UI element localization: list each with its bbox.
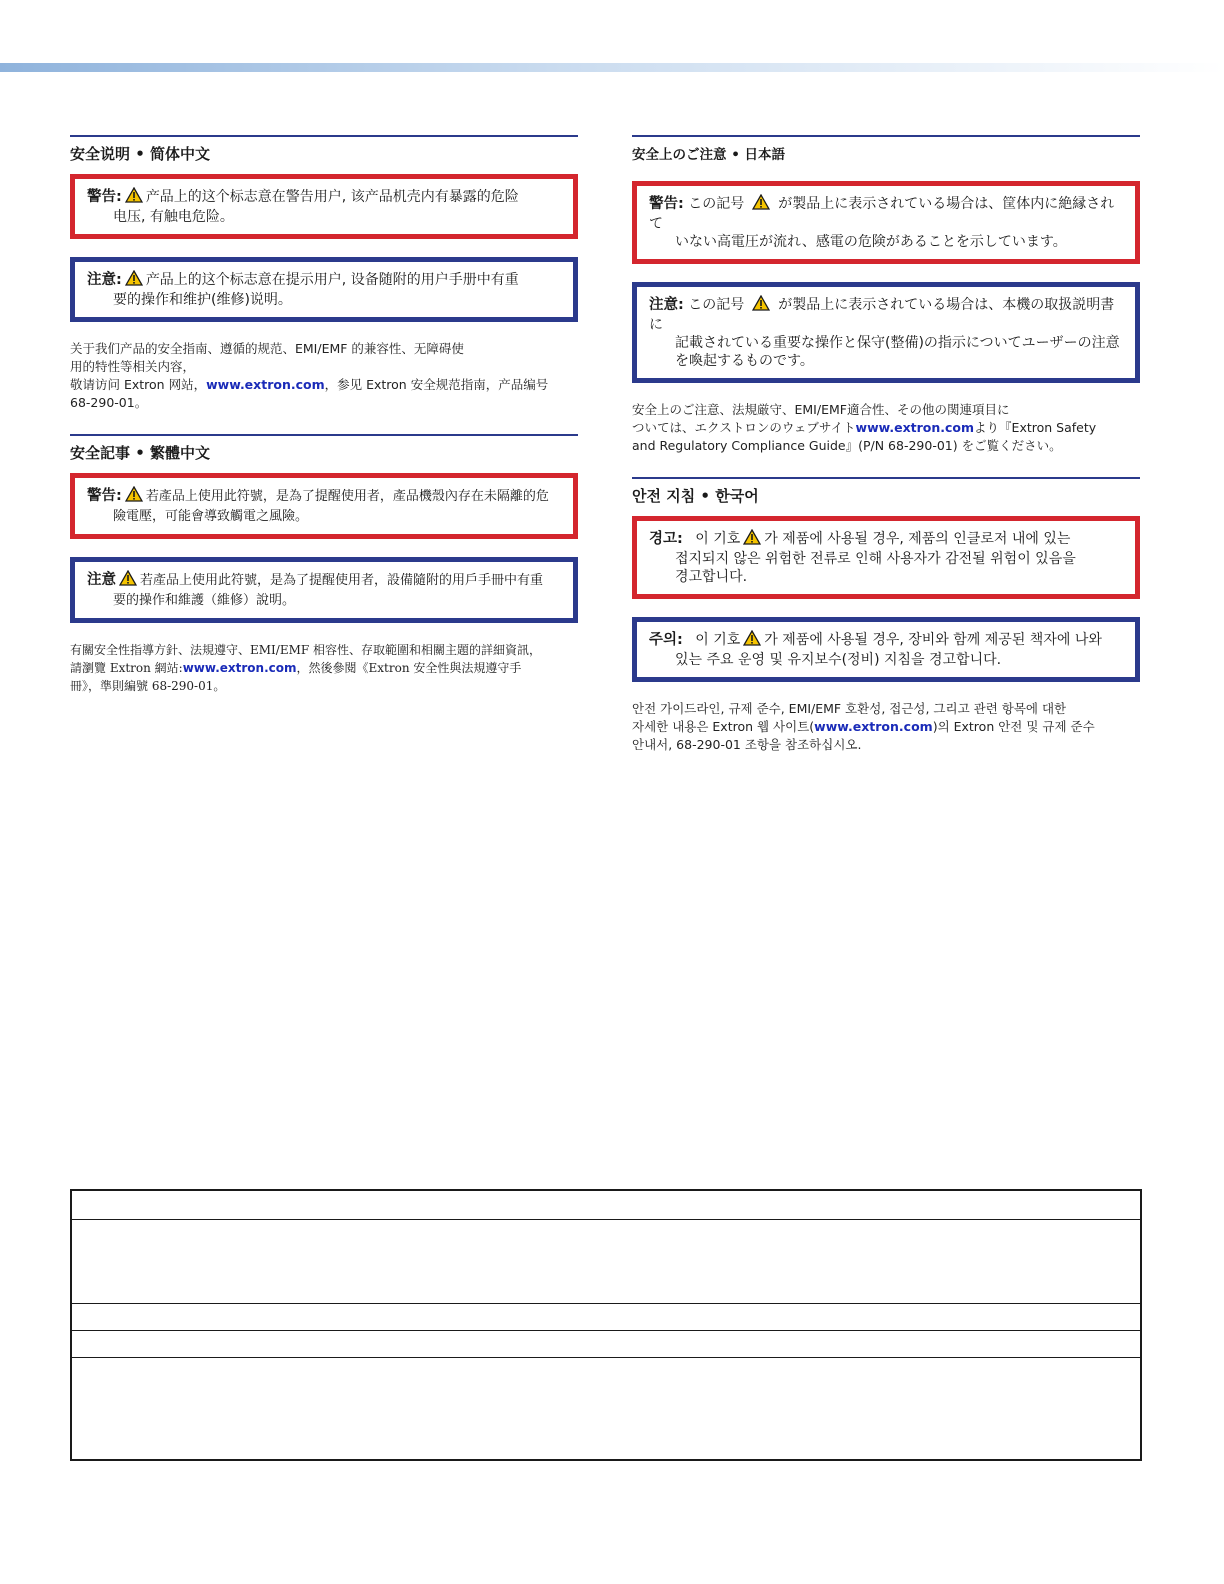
caution-text-line2: 記載されている重要な操作と保守(整備)の指示についてユーザーの注意 xyxy=(675,335,1120,351)
para-line: 安全上のご注意、法規厳守、EMI/EMF適合性、その他の関連項目に xyxy=(632,402,1010,417)
warning-text-line2: 險電壓，可能會導致觸電之風險。 xyxy=(113,509,309,524)
para-line: 안전 가이드라인, 규제 준수, EMI/EMF 호환성, 접근성, 그리고 관련 항목에 대한 xyxy=(632,701,1067,716)
para-line: 关于我们产品的安全指南、遵循的规范、EMI/EMF 的兼容性、无障碍使 xyxy=(70,341,464,356)
extron-website-link[interactable]: www.extron.com xyxy=(814,719,933,734)
warning-prefix: 이 기호 xyxy=(695,531,741,547)
warning-triangle-icon xyxy=(743,630,761,651)
caution-text-line1: 가 제품에 사용될 경우, 장비와 함께 제공된 책자에 나와 xyxy=(764,632,1102,648)
caution-text-line2: 要的操作和維護（維修）說明。 xyxy=(113,593,296,608)
para-text: より『Extron Safety xyxy=(974,420,1097,435)
warning-text-line1: 产品上的这个标志意在警告用户, 该产品机壳内有暴露的危险 xyxy=(145,189,519,205)
caution-label: 注意 xyxy=(87,572,116,588)
para-text: ，参见 Extron 安全规范指南，产品编号 xyxy=(324,377,549,392)
info-paragraph-korean xyxy=(632,700,1140,754)
warning-box-japanese xyxy=(632,181,1140,264)
warning-triangle-icon xyxy=(752,194,770,215)
warning-label: 警告: xyxy=(87,189,122,205)
section-title-traditional-chinese: 安全記事 • 繁體中文 xyxy=(70,434,578,463)
section-title-korean: 안전 지침 • 한국어 xyxy=(632,477,1140,506)
caution-text-line1: 产品上的这个标志意在提示用户, 设备随附的用户手册中有重 xyxy=(145,272,519,288)
warning-text-line2: いない高電圧が流れ、感電の危険があることを示しています。 xyxy=(675,234,1067,250)
caution-box-korean xyxy=(632,617,1140,682)
extron-website-link[interactable]: www.extron.com xyxy=(855,420,975,435)
section-title-japanese: 安全上のご注意 • 日本語 xyxy=(632,135,1140,163)
info-paragraph-japanese xyxy=(632,401,1140,455)
warning-prefix: この記号 xyxy=(688,196,745,212)
caution-box-japanese xyxy=(632,282,1140,383)
para-text: 자세한 내용은 Extron 웹 사이트( xyxy=(632,719,815,734)
empty-ruled-box xyxy=(70,1189,1142,1461)
box-rule xyxy=(72,1303,1140,1304)
para-line: and Regulatory Compliance Guide』(P/N 68-290-01) をご覧ください。 xyxy=(632,438,1062,453)
box-rule xyxy=(72,1330,1140,1331)
info-paragraph-simplified-chinese xyxy=(70,340,578,412)
left-column xyxy=(70,135,578,717)
para-text: 請瀏覽 Extron 網站: xyxy=(70,661,183,675)
warning-text-line3: 경고합니다. xyxy=(675,569,748,585)
extron-website-link[interactable]: www.extron.com xyxy=(182,661,297,675)
caution-text-line1: が製品上に表示されている場合は、本機の取扱説明書に xyxy=(649,297,1115,333)
caution-box-traditional-chinese xyxy=(70,557,578,623)
warning-box-traditional-chinese xyxy=(70,473,578,539)
box-rule xyxy=(72,1219,1140,1220)
caution-label: 注意: xyxy=(649,297,684,313)
caution-prefix: 이 기호 xyxy=(695,632,741,648)
warning-text-line1: が製品上に表示されている場合は、筐体内に絶縁されて xyxy=(649,196,1115,232)
para-line: 有關安全性指導方針、法規遵守、EMI/EMF 相容性、存取範圍和相關主題的詳細資訊， xyxy=(70,643,542,657)
para-line: 안내서, 68-290-01 조항을 참조하십시오. xyxy=(632,737,862,752)
warning-text-line2: 电压, 有触电危险。 xyxy=(113,209,234,225)
caution-text-line1: 若產品上使用此符號，是為了提醒使用者，設備隨附的用戶手冊中有重 xyxy=(140,573,544,588)
warning-box-simplified-chinese xyxy=(70,174,578,239)
para-text: ，然後參閱《Extron 安全性與法規遵守手 xyxy=(296,661,522,675)
warning-triangle-icon xyxy=(743,529,761,550)
box-rule xyxy=(72,1357,1140,1358)
warning-text-line2: 접지되지 않은 위험한 전류로 인해 사용자가 감전될 위험이 있음을 xyxy=(675,551,1076,567)
warning-label: 警告: xyxy=(649,196,684,212)
warning-triangle-icon xyxy=(125,270,143,291)
warning-triangle-icon xyxy=(125,486,143,508)
warning-text-line1: 가 제품에 사용될 경우, 제품의 인클로저 내에 있는 xyxy=(764,531,1071,547)
para-line: 68-290-01。 xyxy=(70,395,148,410)
warning-triangle-icon xyxy=(125,187,143,208)
para-text: ついては、エクストロンのウェブサイト xyxy=(632,420,856,435)
warning-triangle-icon xyxy=(119,570,137,592)
caution-text-line2: 要的操作和维护(维修)说明。 xyxy=(113,292,292,308)
warning-box-korean xyxy=(632,516,1140,599)
info-paragraph-traditional-chinese xyxy=(70,641,578,695)
para-text: )의 Extron 안전 및 규제 준수 xyxy=(932,719,1095,734)
top-gradient-bar xyxy=(0,63,1224,72)
warning-label: 警告: xyxy=(87,488,122,504)
para-line: 用的特性等相关内容， xyxy=(70,359,196,374)
caution-text-line3: を喚起するものです。 xyxy=(675,353,814,369)
warning-text-line1: 若產品上使用此符號，是為了提醒使用者，產品機殼內存在未隔離的危 xyxy=(145,489,549,504)
caution-label: 注意: xyxy=(87,272,122,288)
right-column xyxy=(632,135,1140,776)
caution-prefix: この記号 xyxy=(688,297,745,313)
extron-website-link[interactable]: www.extron.com xyxy=(206,377,325,392)
para-line: 冊》，準則編號 68-290-01。 xyxy=(70,679,226,693)
section-title-simplified-chinese: 安全说明 • 简体中文 xyxy=(70,135,578,164)
warning-triangle-icon xyxy=(752,295,770,316)
caution-box-simplified-chinese xyxy=(70,257,578,322)
caution-text-line2: 있는 주요 운영 및 유지보수(정비) 지침을 경고합니다. xyxy=(675,652,1002,668)
warning-label: 경고: xyxy=(649,531,683,547)
caution-label: 주의: xyxy=(649,632,683,648)
para-text: 敬请访问 Extron 网站， xyxy=(70,377,207,392)
